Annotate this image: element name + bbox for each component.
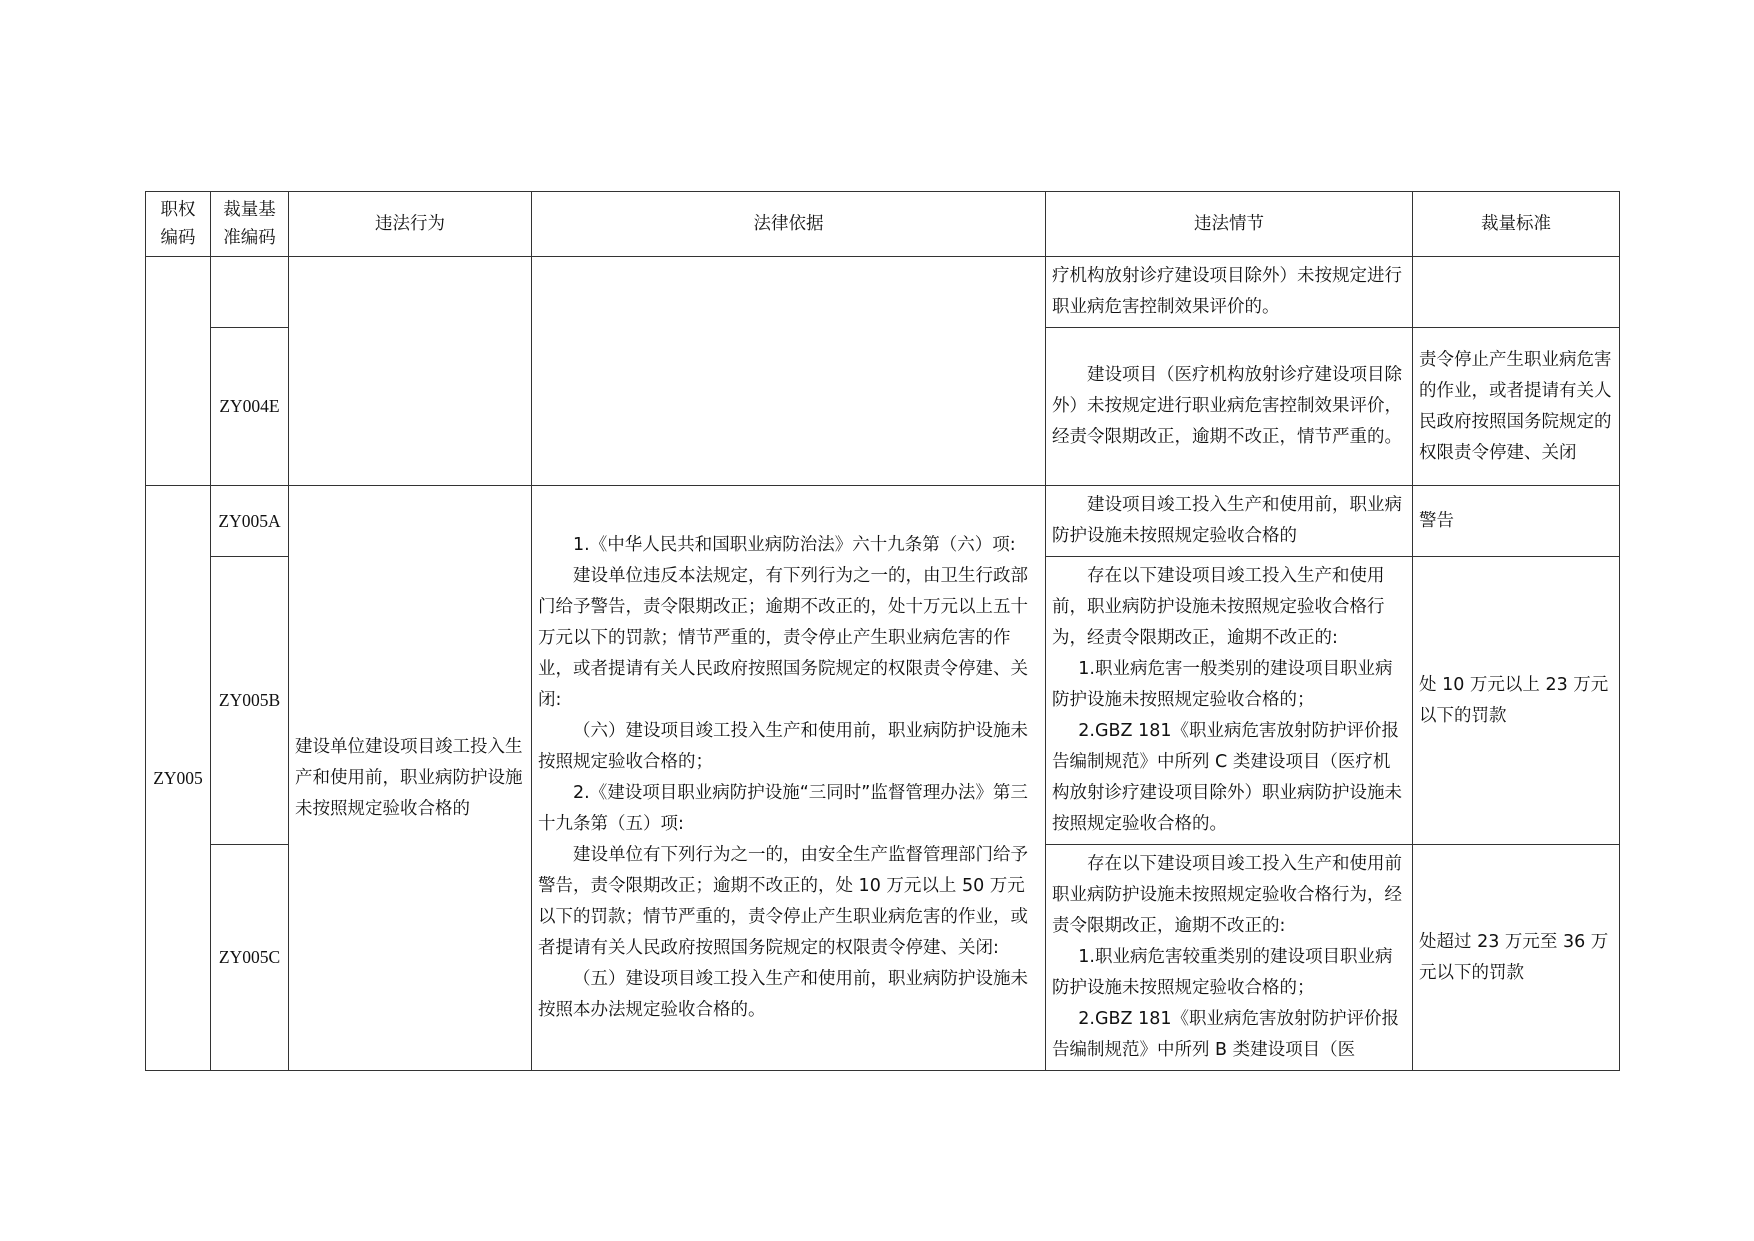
header-violation: 违法行为 xyxy=(289,192,532,257)
standard-text: 处超过 23 万元至 36 万元以下的罚款 xyxy=(1419,931,1609,983)
circumstance-cell xyxy=(1046,486,1413,557)
benchmark-code-cell xyxy=(211,257,289,328)
circumstance-intro: 存在以下建设项目竣工投入生产和使用前，职业病防护设施未按照规定验收合格行为，经责令限期改正，逾期不改正的: xyxy=(1052,566,1385,648)
legal-basis-p4: 2.《建设项目职业病防护设施“三同时”监督管理办法》第三十九条第（五）项: xyxy=(538,783,1028,834)
circumstance-cell xyxy=(1046,328,1413,486)
circumstance-cell xyxy=(1046,257,1413,328)
circumstance-cell xyxy=(1046,557,1413,845)
standard-cell xyxy=(1413,557,1620,845)
legal-basis-p5: 建设单位有下列行为之一的，由安全生产监督管理部门给予警告，责令限期改正；逾期不改正的，处 10 万元以上 50 万元以下的罚款；情节严重的，责令停止产生职业病危害的作业，或者提请有关人民政府按照国务院规定的权限责令停建、关闭: xyxy=(538,845,1028,958)
violation-cell xyxy=(289,257,532,486)
circumstance-item: 1.职业病危害一般类别的建设项目职业病防护设施未按照规定验收合格的； xyxy=(1052,659,1393,710)
legal-basis-p6: （五）建设项目竣工投入生产和使用前，职业病防护设施未按照本办法规定验收合格的。 xyxy=(538,969,1028,1020)
authority-code-cell xyxy=(146,257,211,486)
table-row xyxy=(146,486,1620,557)
header-standard: 裁量标准 xyxy=(1413,192,1620,257)
header-legal-basis: 法律依据 xyxy=(532,192,1046,257)
header-row xyxy=(146,192,1620,257)
standard-text: 警告 xyxy=(1419,510,1454,531)
benchmark-code-cell: ZY005C xyxy=(211,845,289,1071)
circumstance-item: 2.GBZ 181《职业病危害放射防护评价报告编制规范》中所列 B 类建设项目（医 xyxy=(1052,1009,1399,1060)
penalty-benchmark-table xyxy=(145,191,1620,1071)
standard-cell xyxy=(1413,486,1620,557)
standard-cell xyxy=(1413,257,1620,328)
benchmark-code-cell: ZY005A xyxy=(211,486,289,557)
circumstance-text: 建设项目（医疗机构放射诊疗建设项目除外）未按规定进行职业病危害控制效果评价，经责令限期改正，逾期不改正，情节严重的。 xyxy=(1052,365,1402,447)
header-authority-code: 职权编码 xyxy=(146,192,211,257)
legal-basis-p1: 1.《中华人民共和国职业病防治法》六十九条第（六）项: xyxy=(573,535,1016,555)
violation-text: 建设单位建设项目竣工投入生产和使用前，职业病防护设施未按照规定验收合格的 xyxy=(295,736,523,819)
circumstance-item: 2.GBZ 181《职业病危害放射防护评价报告编制规范》中所列 C 类建设项目（医疗机构放射诊疗建设项目除外）职业病防护设施未按照规定验收合格的。 xyxy=(1052,721,1402,834)
circumstance-text: 疗机构放射诊疗建设项目除外）未按规定进行职业病危害控制效果评价的。 xyxy=(1052,266,1402,317)
header-circumstance: 违法情节 xyxy=(1046,192,1413,257)
circumstance-intro: 存在以下建设项目竣工投入生产和使用前职业病防护设施未按照规定验收合格行为，经责令限期改正，逾期不改正的: xyxy=(1052,854,1402,936)
authority-code-cell: ZY005 xyxy=(146,486,211,1071)
standard-text: 责令停止产生职业病危害的作业，或者提请有关人民政府按照国务院规定的权限责令停建、关闭 xyxy=(1419,349,1612,463)
header-benchmark-code: 裁量基准编码 xyxy=(211,192,289,257)
standard-text: 处 10 万元以上 23 万元以下的罚款 xyxy=(1419,674,1609,726)
circumstance-cell xyxy=(1046,845,1413,1071)
circumstance-text: 建设项目竣工投入生产和使用前，职业病防护设施未按照规定验收合格的 xyxy=(1052,495,1402,546)
table-row xyxy=(146,257,1620,328)
standard-cell xyxy=(1413,328,1620,486)
benchmark-code-cell: ZY004E xyxy=(211,328,289,486)
benchmark-code-cell: ZY005B xyxy=(211,557,289,845)
legal-basis-p3: （六）建设项目竣工投入生产和使用前，职业病防护设施未按照规定验收合格的； xyxy=(538,721,1028,772)
legal-basis-cell xyxy=(532,257,1046,486)
violation-cell xyxy=(289,486,532,1071)
standard-cell xyxy=(1413,845,1620,1071)
legal-basis-cell xyxy=(532,486,1046,1071)
circumstance-item: 1.职业病危害较重类别的建设项目职业病防护设施未按照规定验收合格的； xyxy=(1052,947,1393,998)
legal-basis-p2: 建设单位违反本法规定，有下列行为之一的，由卫生行政部门给予警告，责令限期改正；逾期不改正的，处十万元以上五十万元以下的罚款；情节严重的，责令停止产生职业病危害的作业，或者提请有关人民政府按照国务院规定的权限责令停建、关闭: xyxy=(538,566,1028,710)
